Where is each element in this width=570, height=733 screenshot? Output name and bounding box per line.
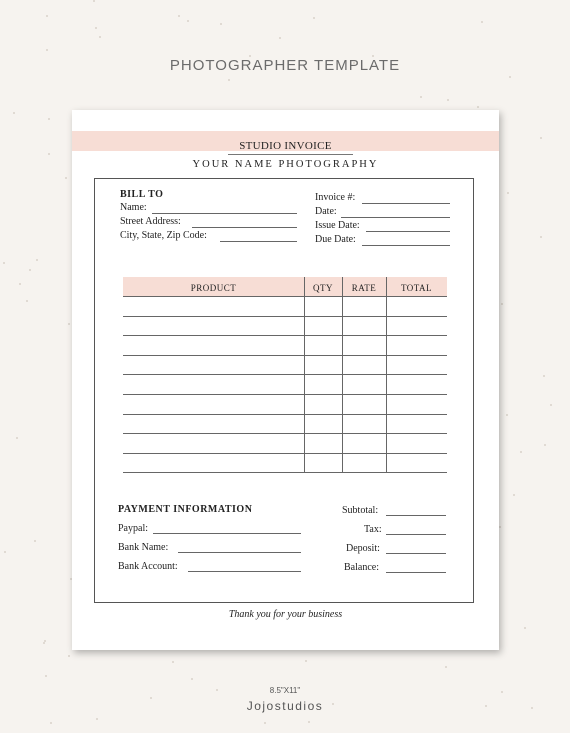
table-row[interactable] <box>123 374 447 375</box>
column-total: TOTAL <box>400 283 433 293</box>
paypal-label: Paypal: <box>118 523 148 534</box>
column-rate: RATE <box>351 283 377 293</box>
due-date-field[interactable] <box>362 245 450 246</box>
name-label: Name: <box>120 202 147 213</box>
paypal-field[interactable] <box>153 533 301 534</box>
speckle <box>36 259 38 261</box>
speckle <box>220 23 222 25</box>
bank-name-field[interactable] <box>178 552 301 553</box>
speckle <box>68 655 70 657</box>
speckle <box>3 262 5 264</box>
thank-you-note: Thank you for your business <box>228 609 343 620</box>
speckle <box>95 27 97 29</box>
speckle <box>29 269 31 271</box>
speckle <box>313 17 315 19</box>
deposit-field[interactable] <box>386 553 446 554</box>
balance-label: Balance: <box>344 562 379 573</box>
speckle <box>477 106 479 108</box>
speckle <box>308 721 310 723</box>
speckle <box>509 76 511 78</box>
speckle <box>420 96 422 98</box>
speckle <box>543 375 545 377</box>
speckle <box>4 551 6 553</box>
speckle <box>550 404 552 406</box>
speckle <box>172 661 174 663</box>
speckle <box>445 666 447 668</box>
table-row[interactable] <box>123 316 447 317</box>
speckle <box>507 192 509 194</box>
table-row[interactable] <box>123 394 447 395</box>
issue-date-field[interactable] <box>366 231 450 232</box>
speckle <box>279 37 281 39</box>
speckle <box>46 49 48 51</box>
invoice-number-field[interactable] <box>362 203 450 204</box>
city-state-zip-label: City, State, Zip Code: <box>120 230 207 241</box>
tax-field[interactable] <box>386 534 446 535</box>
column-product: PRODUCT <box>190 283 237 293</box>
speckle <box>19 283 21 285</box>
speckle <box>187 20 189 22</box>
table-row[interactable] <box>123 453 447 454</box>
speckle <box>499 526 501 528</box>
speckle <box>191 678 193 680</box>
date-label: Date: <box>315 206 337 217</box>
invoice-number-label: Invoice #: <box>315 192 356 203</box>
bank-account-label: Bank Account: <box>118 561 178 572</box>
speckle <box>178 15 180 17</box>
balance-field[interactable] <box>386 572 446 573</box>
subtotal-label: Subtotal: <box>342 505 379 516</box>
speckle <box>34 540 36 542</box>
speckle <box>447 99 449 101</box>
table-row[interactable] <box>123 472 447 473</box>
tax-label: Tax: <box>364 524 382 535</box>
speckle <box>13 112 15 114</box>
speckle <box>513 494 515 496</box>
street-address-field[interactable] <box>192 227 297 228</box>
page-size-label: 8.5"X11" <box>269 686 301 695</box>
name-field[interactable] <box>152 213 297 214</box>
date-field[interactable] <box>341 217 450 218</box>
speckle <box>45 675 47 677</box>
speckle <box>68 323 70 325</box>
speckle <box>540 137 542 139</box>
table-row[interactable] <box>123 335 447 336</box>
table-row[interactable] <box>123 355 447 356</box>
speckle <box>93 0 95 2</box>
table-row[interactable] <box>123 414 447 415</box>
bill-to-title: BILL TO <box>120 189 164 200</box>
speckle <box>481 21 483 23</box>
column-qty: QTY <box>313 283 333 293</box>
speckle <box>524 627 526 629</box>
bank-account-field[interactable] <box>188 571 301 572</box>
speckle <box>43 642 45 644</box>
speckle <box>264 722 266 724</box>
brand-name: Jojostudios <box>246 699 324 713</box>
speckle <box>506 414 508 416</box>
table-row[interactable] <box>123 296 447 297</box>
speckle <box>26 300 28 302</box>
payment-title: PAYMENT INFORMATION <box>118 504 253 515</box>
speckle <box>305 660 307 662</box>
issue-date-label: Issue Date: <box>315 220 360 231</box>
heading-rule <box>228 154 353 155</box>
invoice-sheet <box>72 110 499 650</box>
speckle <box>544 444 546 446</box>
speckle <box>48 118 50 120</box>
city-state-zip-field[interactable] <box>220 241 297 242</box>
speckle <box>501 303 503 305</box>
table-row[interactable] <box>123 433 447 434</box>
invoice-heading: STUDIO INVOICE <box>239 140 332 152</box>
street-address-label: Street Address: <box>120 216 181 227</box>
speckle <box>65 177 67 179</box>
speckle <box>228 79 230 81</box>
due-date-label: Due Date: <box>315 234 356 245</box>
speckle <box>46 15 48 17</box>
business-name: YOUR NAME PHOTOGRAPHY <box>192 159 379 170</box>
speckle <box>50 722 52 724</box>
bank-name-label: Bank Name: <box>118 542 169 553</box>
page-title: PHOTOGRAPHER TEMPLATE <box>169 57 401 74</box>
speckle <box>16 437 18 439</box>
speckle <box>520 451 522 453</box>
speckle <box>48 153 50 155</box>
subtotal-field[interactable] <box>386 515 446 516</box>
speckle <box>540 236 542 238</box>
speckle <box>99 36 101 38</box>
deposit-label: Deposit: <box>346 543 380 554</box>
speckle <box>96 718 98 720</box>
